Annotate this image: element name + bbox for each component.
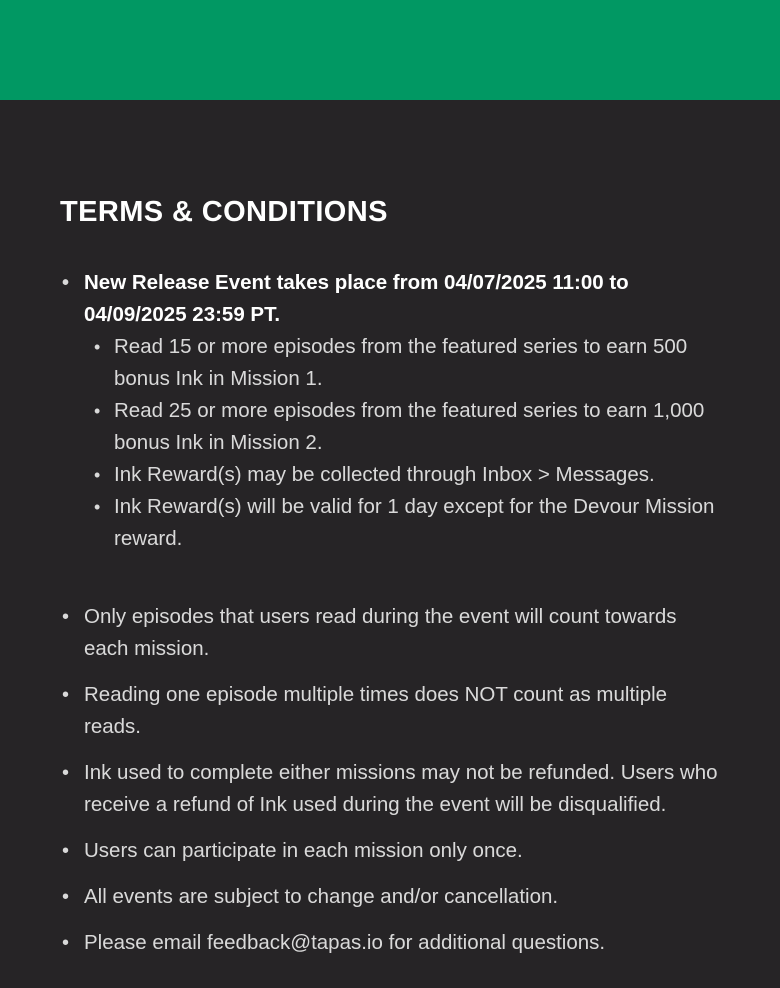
intro-sub-list bbox=[84, 331, 720, 555]
intro-text: New Release Event takes place from 04/07/2025 11:00 to 04/09/2025 23:59 PT. bbox=[84, 270, 629, 326]
intro-block bbox=[60, 267, 720, 555]
list-item bbox=[60, 267, 720, 555]
section-spacer bbox=[60, 555, 720, 587]
intro-sub-list-wrap bbox=[84, 331, 720, 555]
list-item: • All events are subject to change and/or cancellation. bbox=[60, 881, 720, 913]
list-item: • Ink Reward(s) may be collected through Inbox > Messages. bbox=[84, 459, 720, 491]
intro-list bbox=[60, 267, 720, 555]
list-item: • Read 15 or more episodes from the featured series to earn 500 bonus Ink in Mission 1. bbox=[84, 331, 720, 395]
list-item: • Only episodes that users read during the event will count towards each mission. bbox=[60, 601, 720, 665]
list-item: • Please email feedback@tapas.io for additional questions. bbox=[60, 927, 720, 959]
page-title: TERMS & CONDITIONS bbox=[60, 196, 388, 228]
list-item: • Ink Reward(s) will be valid for 1 day except for the Devour Mission reward. bbox=[84, 491, 720, 555]
list-item: • Reading one episode multiple times does NOT count as multiple reads. bbox=[60, 679, 720, 743]
list-item: • Ink used to complete either missions may not be refunded. Users who receive a refund of Ink used during the event will be disqualified. bbox=[60, 757, 720, 821]
terms-list bbox=[60, 601, 720, 959]
content-area bbox=[0, 100, 780, 959]
list-item: • Users can participate in each mission only once. bbox=[60, 835, 720, 867]
top-banner bbox=[0, 0, 780, 100]
list-item: • Read 25 or more episodes from the featured series to earn 1,000 bonus Ink in Mission 2. bbox=[84, 395, 720, 459]
